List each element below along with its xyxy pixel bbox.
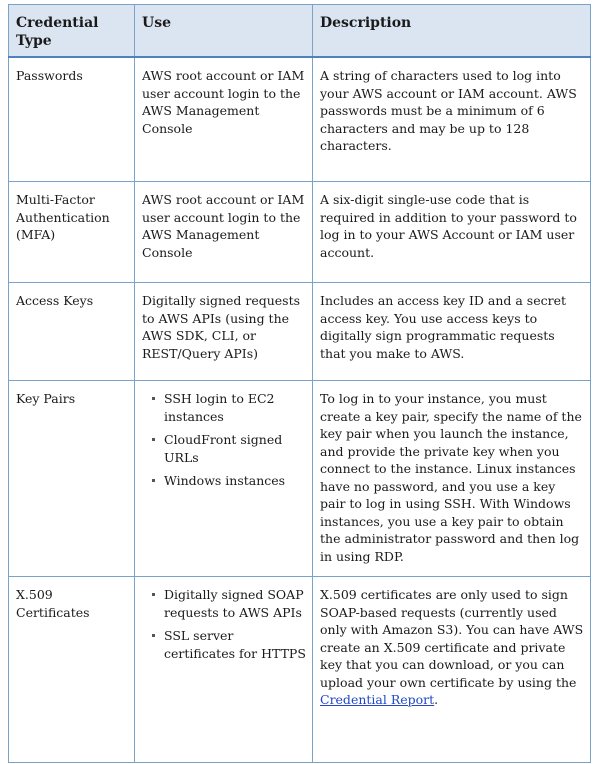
header-description: Description <box>313 5 591 58</box>
table-header-row <box>9 5 591 58</box>
list-item <box>152 627 306 662</box>
cell-use <box>135 381 313 577</box>
cell-credential-type: Key Pairs <box>9 381 135 577</box>
bullet-icon <box>152 634 155 637</box>
cell-use: Digitally signed requests to AWS APIs (using the AWS SDK, CLI, or REST/Query APIs) <box>135 283 313 381</box>
cell-description: A six-digit single-use code that is required in addition to your password to log in to your AWS Account or IAM user account. <box>313 182 591 283</box>
header-credential-type: Credential Type <box>9 5 135 58</box>
cell-credential-type: Passwords <box>9 57 135 182</box>
credential-types-table <box>8 4 591 763</box>
list-item-text: Windows instances <box>164 473 286 488</box>
bullet-icon <box>152 438 155 441</box>
list-item-text: SSH login to EC2 instances <box>164 391 275 424</box>
use-bullet-list <box>142 390 306 490</box>
cell-description <box>313 577 591 763</box>
list-item <box>152 472 306 490</box>
bullet-icon <box>152 479 155 482</box>
list-item <box>152 431 306 466</box>
cell-credential-type: Multi-Factor Authentication (MFA) <box>9 182 135 283</box>
credential-report-link[interactable]: Credential Report <box>320 692 435 707</box>
table-row-passwords <box>9 57 591 182</box>
list-item-text: Digitally signed SOAP requests to AWS APIs <box>164 587 304 620</box>
list-item-text: SSL server certificates for HTTPS <box>164 628 306 661</box>
list-item <box>152 390 306 425</box>
cell-credential-type: X.509 Certificates <box>9 577 135 763</box>
header-use: Use <box>135 5 313 58</box>
cell-use: AWS root account or IAM user account login to the AWS Management Console <box>135 182 313 283</box>
cell-use <box>135 577 313 763</box>
table-row-x509-certificates <box>9 577 591 763</box>
cell-description: To log in to your instance, you must create a key pair, specify the name of the key pair when you launch the instance, and provide the private key when you connect to the instance. Linux instances have no password, and you use a key pair to log in using SSH. With Windows instances, you use a key pair to obtain the administrator password and then log in using RDP. <box>313 381 591 577</box>
use-bullet-list <box>142 586 306 662</box>
description-end: . <box>434 692 439 707</box>
list-item <box>152 586 306 621</box>
bullet-icon <box>152 593 155 596</box>
description-text: X.509 certificates are only used to sign SOAP-based requests (currently used only with Amazon S3). You can have AWS create an X.509 certificate and private key that you can download, or you can upload your own certificate by using the <box>320 587 584 690</box>
list-item-text: CloudFront signed URLs <box>164 432 283 465</box>
table-row-key-pairs <box>9 381 591 577</box>
credential-types-page <box>8 4 590 763</box>
cell-description: A string of characters used to log into your AWS account or IAM account. AWS passwords must be a minimum of 6 characters and may be up to 128 characters. <box>313 57 591 182</box>
table-row-mfa <box>9 182 591 283</box>
cell-credential-type: Access Keys <box>9 283 135 381</box>
table-row-access-keys <box>9 283 591 381</box>
cell-description: Includes an access key ID and a secret access key. You use access keys to digitally sign programmatic requests that you make to AWS. <box>313 283 591 381</box>
bullet-icon <box>152 397 155 400</box>
cell-use: AWS root account or IAM user account login to the AWS Management Console <box>135 57 313 182</box>
